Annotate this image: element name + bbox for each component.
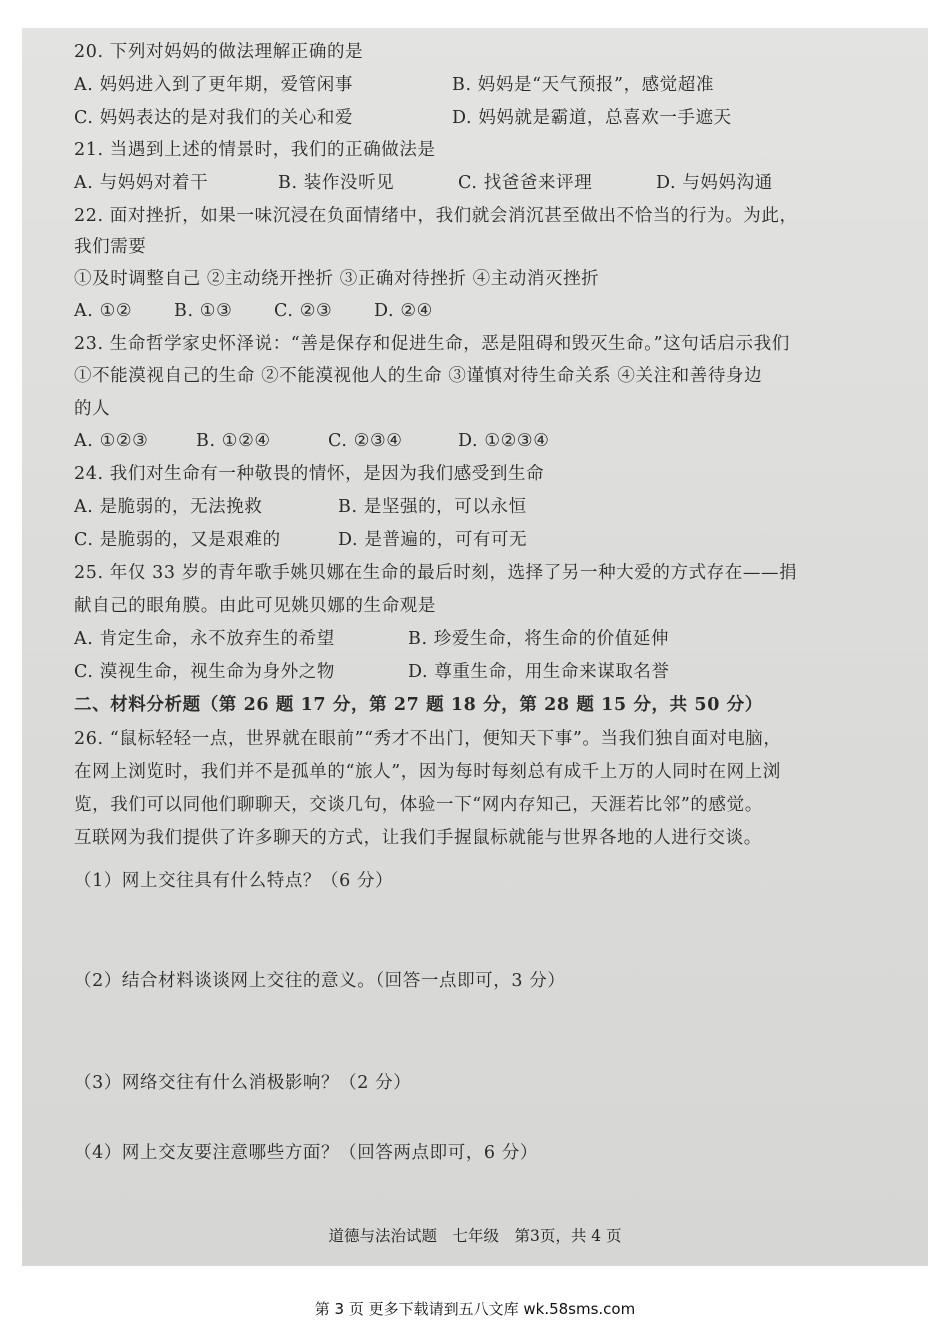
q24-option-c: C. 是脆弱的，又是艰难的 bbox=[74, 530, 281, 550]
q24-option-b: B. 是坚强的，可以永恒 bbox=[338, 497, 527, 517]
question-23-stem: 23. 生命哲学家史怀泽说：“善是保存和促进生命，恶是阻碍和毁灭生命。”这句话启示我们 bbox=[74, 334, 790, 354]
question-20-stem: 20. 下列对妈妈的做法理解正确的是 bbox=[74, 42, 364, 62]
q20-option-b: B. 妈妈是“天气预报”，感觉超准 bbox=[452, 75, 715, 95]
q22-option-d: D. ②④ bbox=[374, 301, 433, 321]
q21-option-b: B. 装作没听见 bbox=[278, 173, 395, 193]
question-21-stem: 21. 当遇到上述的情景时，我们的正确做法是 bbox=[74, 140, 436, 160]
question-22-stem-line1: 22. 面对挫折，如果一味沉浸在负面情绪中，我们就会消沉甚至做出不恰当的行为。为此， bbox=[74, 206, 798, 226]
q23-option-a: A. ①②③ bbox=[74, 431, 149, 451]
q24-option-d: D. 是普遍的，可有可无 bbox=[338, 530, 528, 550]
question-26-sub-2: （2）结合材料谈谈网上交往的意义。（回答一点即可，3 分） bbox=[74, 971, 566, 991]
q25-option-a: A. 肯定生命，永不放弃生的希望 bbox=[74, 629, 335, 649]
question-22-stem-line2: 我们需要 bbox=[74, 237, 147, 257]
q20-option-c: C. 妈妈表达的是对我们的关心和爱 bbox=[74, 108, 354, 128]
q21-option-d: D. 与妈妈沟通 bbox=[656, 173, 773, 193]
question-25-stem-line2: 献自己的眼角膜。由此可见姚贝娜的生命观是 bbox=[74, 596, 436, 616]
question-23-items-line1: ①不能漠视自己的生命 ②不能漠视他人的生命 ③谨慎对待生命关系 ④关注和善待身边 bbox=[74, 366, 763, 386]
q23-option-c: C. ②③④ bbox=[328, 431, 403, 451]
question-25-stem-line1: 25. 年仅 33 岁的青年歌手姚贝娜在生命的最后时刻，选择了另一种大爱的方式存在——捐 bbox=[74, 563, 798, 583]
q22-option-b: B. ①③ bbox=[174, 301, 233, 321]
exam-paper-photo bbox=[22, 28, 928, 1266]
q24-option-a: A. 是脆弱的，无法挽救 bbox=[74, 497, 263, 517]
question-23-items-line2: 的人 bbox=[74, 399, 111, 419]
q21-option-a: A. 与妈妈对着干 bbox=[74, 173, 209, 193]
page-footer: 道德与法治试题 七年级 第3页，共 4 页 bbox=[328, 1227, 622, 1245]
q20-option-d: D. 妈妈就是霸道，总喜欢一手遮天 bbox=[452, 108, 732, 128]
question-26-para-line3: 览，我们可以同他们聊聊天，交谈几句，体验一下“网内存知己，天涯若比邻”的感觉。 bbox=[74, 795, 763, 815]
q23-option-b: B. ①②④ bbox=[196, 431, 271, 451]
q23-option-d: D. ①②③④ bbox=[458, 431, 550, 451]
question-26-sub-1: （1）网上交往具有什么特点？（6 分） bbox=[74, 871, 394, 891]
question-26-para-line1: 26. “鼠标轻轻一点，世界就在眼前”“秀才不出门，便知天下事”。当我们独自面对电脑， bbox=[74, 729, 782, 749]
question-26-sub-3: （3）网络交往有什么消极影响？（2 分） bbox=[74, 1073, 412, 1093]
section-2-heading: 二、材料分析题（第 26 题 17 分，第 27 题 18 分，第 28 题 15 分，共 50 分） bbox=[74, 695, 763, 715]
q25-option-b: B. 珍爱生命，将生命的价值延伸 bbox=[408, 629, 670, 649]
q21-option-c: C. 找爸爸来评理 bbox=[458, 173, 593, 193]
question-26-sub-4: （4）网上交友要注意哪些方面？（回答两点即可，6 分） bbox=[74, 1143, 539, 1163]
download-note: 第 3 页 更多下载请到五八文库 wk.58sms.com bbox=[314, 1300, 636, 1318]
q20-option-a: A. 妈妈进入到了更年期，爱管闲事 bbox=[74, 75, 353, 95]
question-22-items: ①及时调整自己 ②主动绕开挫折 ③正确对待挫折 ④主动消灭挫折 bbox=[74, 269, 600, 289]
q22-option-a: A. ①② bbox=[74, 301, 133, 321]
q25-option-c: C. 漠视生命，视生命为身外之物 bbox=[74, 662, 335, 682]
question-26-para-line2: 在网上浏览时，我们并不是孤单的“旅人”，因为每时每刻总有成千上万的人同时在网上浏 bbox=[74, 762, 781, 782]
q25-option-d: D. 尊重生命，用生命来谋取名誉 bbox=[408, 662, 670, 682]
q22-option-c: C. ②③ bbox=[274, 301, 333, 321]
question-24-stem: 24. 我们对生命有一种敬畏的情怀，是因为我们感受到生命 bbox=[74, 464, 545, 484]
question-26-para-line4: 互联网为我们提供了许多聊天的方式，让我们手握鼠标就能与世界各地的人进行交谈。 bbox=[74, 828, 762, 848]
